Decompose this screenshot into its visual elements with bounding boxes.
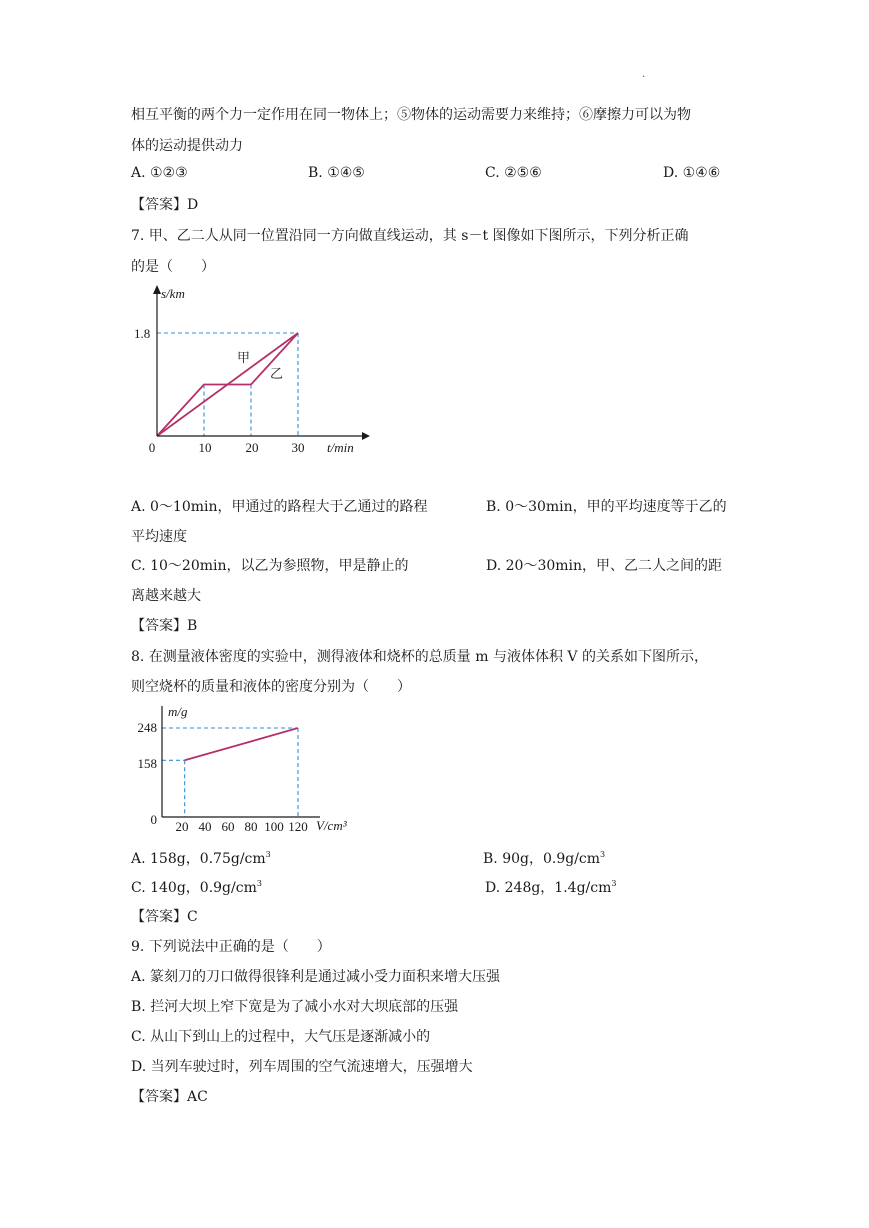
q9-option-d: D. 当列车驶过时，列车周围的空气流速增大，压强增大 — [131, 1059, 473, 1075]
mv-x-tick-40: 40 — [198, 819, 212, 834]
st-series-label-jia: 甲 — [237, 350, 251, 365]
st-x-label: t/min — [327, 440, 354, 455]
q6-stem-line1: 相互平衡的两个力一定作用在同一物体上；⑤物体的运动需要力来维持；⑥摩擦力可以为物 — [131, 107, 691, 123]
st-chart-svg — [130, 282, 370, 460]
q7-stem-line1: 7. 甲、乙二人从同一位置沿同一方向做直线运动，其 s－t 图像如下图所示，下列分析正确 — [131, 228, 689, 244]
q7-option-d-cont: 离越来越大 — [131, 588, 201, 604]
q7-answer: 【答案】B — [131, 618, 198, 634]
mv-chart — [130, 702, 360, 837]
mv-y-tick-248: 248 — [137, 720, 157, 735]
q6-option-a: A. ①②③ — [131, 165, 188, 181]
mv-x-label: V/cm³ — [316, 818, 347, 833]
mv-x-tick-120: 120 — [288, 819, 308, 834]
q7-option-c: C. 10～20min，以乙为参照物，甲是静止的 — [131, 558, 409, 574]
st-x-tick-0: 0 — [148, 440, 156, 455]
q7-stem-line2: 的是（ ） — [131, 259, 215, 275]
st-series-label-yi: 乙 — [270, 366, 284, 381]
mv-y-tick-0: 0 — [150, 812, 157, 827]
q8-stem-line1: 8. 在测量液体密度的实验中，测得液体和烧杯的总质量 m 与液体体积 V 的关系如下图所示， — [131, 649, 708, 665]
q6-option-b: B. ①④⑤ — [308, 165, 365, 181]
q9-answer: 【答案】AC — [131, 1089, 208, 1105]
st-y-tick-1.8: 1.8 — [134, 326, 151, 341]
q8-option-d: D. 248g，$1.4g/cm^3$ — [485, 879, 617, 896]
mv-x-tick-20: 20 — [175, 819, 189, 834]
q8-option-c: C. 140g，$0.9g/cm^3$ — [131, 879, 262, 896]
q8-answer: 【答案】C — [131, 909, 198, 925]
q9-option-a: A. 篆刻刀的刀口做得很锋利是通过减小受力面积来增大压强 — [131, 969, 501, 985]
mv-chart-svg — [130, 702, 360, 837]
st-x-tick-10: 10 — [198, 440, 212, 455]
q9-option-b: B. 拦河大坝上窄下宽是为了减小水对大坝底部的压强 — [131, 999, 459, 1015]
mv-y-tick-158: 158 — [137, 756, 157, 771]
mv-x-tick-80: 80 — [244, 819, 258, 834]
mv-x-tick-60: 60 — [221, 819, 235, 834]
q7-option-b: B. 0～30min，甲的平均速度等于乙的 — [486, 499, 727, 515]
st-x-tick-20: 20 — [245, 440, 259, 455]
q8-option-b: B. 90g，$0.9g/cm^3$ — [483, 850, 606, 867]
q6-option-d: D. ①④⑥ — [663, 165, 721, 181]
page-mark: · — [642, 72, 646, 83]
q6-answer: 【答案】D — [131, 197, 199, 213]
q7-option-b-cont: 平均速度 — [131, 529, 187, 545]
q6-option-c: C. ②⑤⑥ — [485, 165, 542, 181]
q9-option-c: C. 从山下到山上的过程中，大气压是逐渐减小的 — [131, 1029, 431, 1045]
q6-stem-line2: 体的运动提供动力 — [131, 138, 243, 154]
q7-option-a: A. 0～10min，甲通过的路程大于乙通过的路程 — [131, 499, 428, 515]
st-x-tick-30: 30 — [291, 440, 305, 455]
st-chart — [130, 282, 370, 460]
st-y-label: s/km — [161, 286, 185, 301]
q8-option-a: A. 158g，$0.75g/cm^3$ — [131, 850, 271, 867]
q7-option-d: D. 20～30min，甲、乙二人之间的距 — [486, 558, 723, 574]
q9-stem: 9. 下列说法中正确的是（ ） — [131, 939, 331, 955]
q8-stem-line2: 则空烧杯的质量和液体的密度分别为（ ） — [131, 679, 411, 695]
mv-y-label: m/g — [168, 704, 188, 719]
mv-x-tick-100: 100 — [264, 819, 284, 834]
